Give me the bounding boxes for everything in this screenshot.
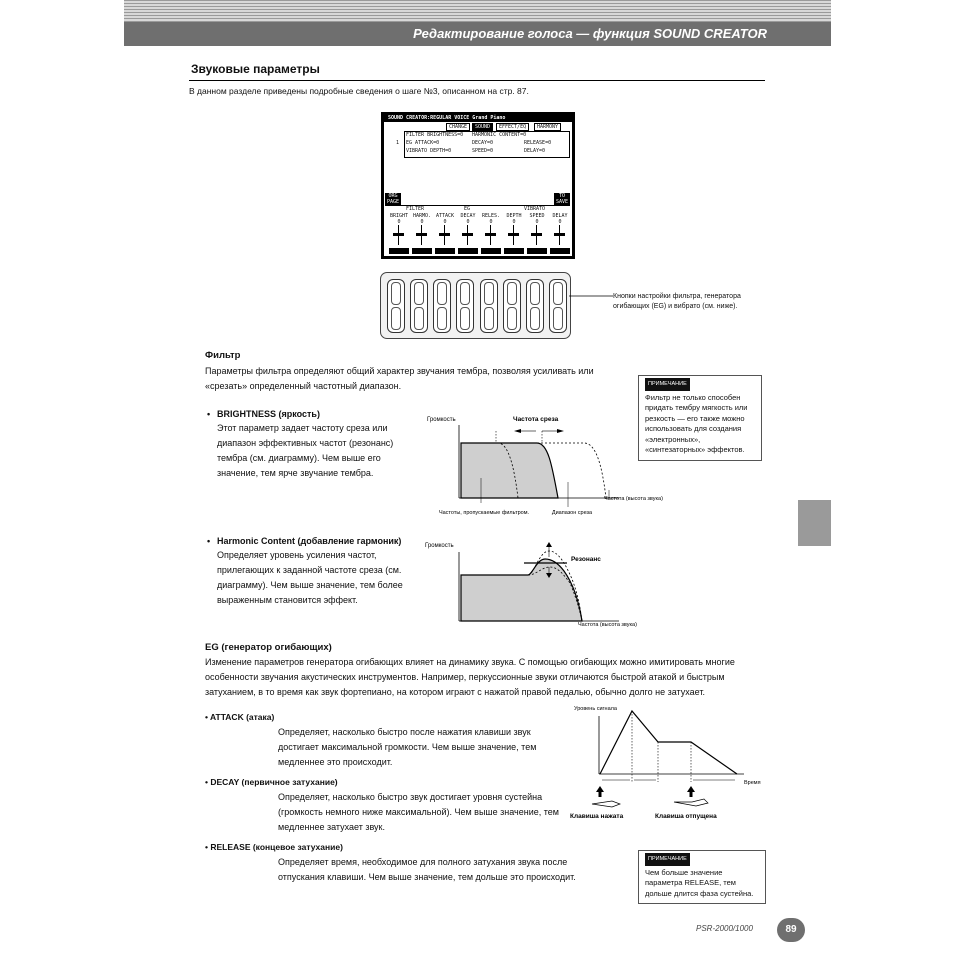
lcd-slider-value: 0 bbox=[558, 219, 562, 225]
eg-xlabel: Время bbox=[744, 780, 761, 786]
eg-heading: EG (генератор огибающих) bbox=[205, 642, 332, 653]
hardware-button-panel bbox=[380, 272, 571, 339]
hw-button-1[interactable] bbox=[387, 279, 405, 333]
lcd-slider-label: DECAY bbox=[460, 213, 476, 219]
lcd-screen bbox=[381, 112, 575, 259]
filter-heading: Фильтр bbox=[205, 350, 241, 361]
resonance-title: Резонанс bbox=[571, 556, 601, 563]
note-tag: ПРИМЕЧАНИЕ bbox=[645, 378, 690, 391]
hw-button-8[interactable] bbox=[549, 279, 567, 333]
header-bar bbox=[124, 22, 831, 46]
lcd-decay: DECAY=0 bbox=[472, 140, 494, 146]
lcd-slider-knob[interactable] bbox=[439, 233, 450, 236]
footer-model: PSR-2000/1000 bbox=[696, 924, 753, 933]
lcd-group-eg: EG bbox=[464, 206, 471, 212]
lcd-release: RELEASE=0 bbox=[524, 140, 552, 146]
cutoff-ylabel: Громкость bbox=[427, 417, 456, 423]
lcd-updown-button[interactable] bbox=[481, 248, 501, 254]
lcd-slider-value: 0 bbox=[420, 219, 424, 225]
lcd-to-save-button[interactable]: TO SAVE bbox=[555, 193, 569, 205]
side-section-tab bbox=[798, 500, 831, 546]
key-released-label: Клавиша отпущена bbox=[655, 813, 717, 820]
lcd-title: SOUND CREATOR:REGULAR VOICE Grand Piano bbox=[384, 115, 572, 122]
harmonic-text: Определяет уровень усиления частот, прилегающих к заданной частоте среза (см. диаграмму). Чем выше значение, тем более выраженным становится эффект. bbox=[217, 550, 403, 605]
hw-button-5[interactable] bbox=[480, 279, 498, 333]
resonance-diagram bbox=[424, 537, 637, 642]
decay-title-text: DECAY (первичное затухание) bbox=[210, 777, 338, 787]
lcd-slider-value: 0 bbox=[443, 219, 447, 225]
attack-text: Определяет, насколько быстро после нажатия клавиши звук достигает максимальной громкости. Чем выше значение, тем медленнее это происходит. bbox=[278, 727, 537, 767]
note-release bbox=[638, 850, 766, 904]
page-number: 89 bbox=[777, 918, 805, 942]
buttons-leader-line bbox=[569, 290, 614, 302]
hw-button-6[interactable] bbox=[503, 279, 521, 333]
section-title: Звуковые параметры bbox=[191, 62, 320, 76]
header-stripes bbox=[124, 0, 831, 22]
lcd-slider-label: HARMO. bbox=[412, 213, 432, 219]
filter-text: Параметры фильтра определяют общий характер звучания тембра, позволяя усиливать или «срезать» определенный частотный диапазон. bbox=[205, 366, 594, 391]
lcd-slider-knob[interactable] bbox=[393, 233, 404, 236]
hw-button-4[interactable] bbox=[456, 279, 474, 333]
lcd-slider-label: BRIGHT bbox=[389, 213, 409, 219]
note-filter-text: Фильтр не только способен придать тембру мягкость или резкость — его также можно использовать для создания «электронных», «синтезаторных» эффектов. bbox=[645, 392, 748, 454]
lcd-slider-label: DELAY bbox=[552, 213, 568, 219]
lcd-slider-knob[interactable] bbox=[416, 233, 427, 236]
lcd-updown-button[interactable] bbox=[435, 248, 455, 254]
lcd-eg-attack: EG ATTACK=0 bbox=[406, 140, 440, 146]
hw-button-2[interactable] bbox=[410, 279, 428, 333]
lcd-updown-button[interactable] bbox=[458, 248, 478, 254]
note-filter bbox=[638, 375, 762, 461]
decay-text: Определяет, насколько быстро звук достигает уровня сустейна (громкость немного ниже максимальной). Чем выше значение, тем медленнее затухает звук. bbox=[278, 792, 559, 832]
eg-text: Изменение параметров генератора огибающих влияет на динамику звука. С помощью огибающих можно имитировать многие особенности звучания акустических инструментов. Например, перкуссионные звуки отличаются быстрой атакой и быстрым затуханием, в то время как звук фортепиано, на котором играют с нажатой правой педалью, обычно долго не затухает. bbox=[205, 657, 735, 697]
lcd-updown-button[interactable] bbox=[389, 248, 409, 254]
lcd-org-page-button[interactable]: ORG PAGE bbox=[386, 193, 400, 205]
note-tag: ПРИМЕЧАНИЕ bbox=[645, 853, 690, 866]
lcd-slider-knob[interactable] bbox=[531, 233, 542, 236]
lcd-slider-knob[interactable] bbox=[508, 233, 519, 236]
lcd-harmonic-content: HARMONIC CONTENT=0 bbox=[472, 132, 527, 138]
lcd-speed: SPEED=0 bbox=[472, 148, 494, 154]
eg-ylabel: Уровень сигнала bbox=[574, 706, 617, 712]
attack-title-text: ATTACK (атака) bbox=[210, 712, 275, 722]
lcd-updown-button[interactable] bbox=[527, 248, 547, 254]
lcd-slider-label: RELES. bbox=[481, 213, 501, 219]
brightness-title: • BRIGHTNESS (яркость) bbox=[217, 409, 320, 419]
decay-title: • DECAY (первичное затухание) bbox=[205, 777, 338, 787]
cutoff-diagram bbox=[424, 410, 663, 525]
section-rule bbox=[189, 80, 765, 81]
lcd-slider-value: 0 bbox=[512, 219, 516, 225]
release-title: • RELEASE (концевое затухание) bbox=[205, 842, 343, 852]
cutoff-cut-label: Диапазон среза bbox=[551, 510, 593, 516]
lcd-slider-label: ATTACK bbox=[435, 213, 455, 219]
eg-diagram bbox=[562, 702, 772, 827]
lcd-filter-brightness: FILTER BRIGHTNESS=0 bbox=[406, 132, 464, 138]
brightness-text: Этот параметр задает частоту среза или диапазон эффективных частот (резонанс) тембра (см. диаграмму). Чем выше его значение, тем ярче звучание тембра. bbox=[217, 423, 394, 478]
attack-title: • ATTACK (атака) bbox=[205, 712, 275, 722]
lcd-updown-button[interactable] bbox=[550, 248, 570, 254]
lcd-group-vibrato: VIBRATO bbox=[524, 206, 546, 212]
hw-button-7[interactable] bbox=[526, 279, 544, 333]
lcd-updown-button[interactable] bbox=[412, 248, 432, 254]
buttons-caption: Кнопки настройки фильтра, генератора огибающих (EG) и вибрато (см. ниже). bbox=[613, 293, 741, 310]
lcd-tab-sound[interactable]: SOUND bbox=[472, 123, 493, 131]
lcd-slider-value: 0 bbox=[489, 219, 493, 225]
lcd-slider-knob[interactable] bbox=[485, 233, 496, 236]
lcd-slider-value: 0 bbox=[535, 219, 539, 225]
lcd-slider-label: DEPTH bbox=[506, 213, 522, 219]
section-intro: В данном разделе приведены подробные сведения о шаге №3, описанном на стр. 87. bbox=[189, 86, 529, 96]
lcd-updown-button[interactable] bbox=[504, 248, 524, 254]
lcd-tab-harmony[interactable]: HARMONY bbox=[534, 123, 561, 131]
release-text: Определяет время, необходимое для полного затухания звука после отпускания клавиши. Чем выше значение, тем дольше это происходит. bbox=[278, 857, 576, 882]
lcd-row-index: 1 bbox=[396, 140, 400, 146]
lcd-vibrato-depth: VIBRATO DEPTH=0 bbox=[406, 148, 452, 154]
cutoff-pass-label: Частоты, пропускаемые фильтром. bbox=[438, 510, 530, 516]
release-title-text: RELEASE (концевое затухание) bbox=[210, 842, 343, 852]
header-title: Редактирование голоса — функция SOUND CREATOR bbox=[413, 26, 767, 41]
cutoff-title: Частота среза bbox=[513, 416, 559, 423]
lcd-slider-value: 0 bbox=[397, 219, 401, 225]
hw-button-3[interactable] bbox=[433, 279, 451, 333]
lcd-slider-value: 0 bbox=[466, 219, 470, 225]
lcd-slider-label: SPEED bbox=[529, 213, 545, 219]
lcd-group-filter: FILTER bbox=[406, 206, 425, 212]
resonance-ylabel: Громкость bbox=[425, 543, 454, 549]
lcd-slider-knob[interactable] bbox=[462, 233, 473, 236]
lcd-tab-change[interactable]: CHANGE bbox=[446, 123, 470, 131]
note-release-text: Чем больше значение параметра RELEASE, тем дольше длится фаза сустейна. bbox=[645, 867, 754, 898]
lcd-slider-knob[interactable] bbox=[554, 233, 565, 236]
lcd-tab-effect[interactable]: EFFECT/EQ bbox=[496, 123, 529, 131]
lcd-delay: DELAY=0 bbox=[524, 148, 546, 154]
resonance-xlabel: Частота (высота звука) bbox=[578, 622, 637, 628]
cutoff-xlabel: Частота (высота звука) bbox=[604, 496, 663, 502]
key-pressed-label: Клавиша нажата bbox=[570, 813, 624, 820]
harmonic-title: • Harmonic Content (добавление гармоник) bbox=[217, 536, 401, 546]
